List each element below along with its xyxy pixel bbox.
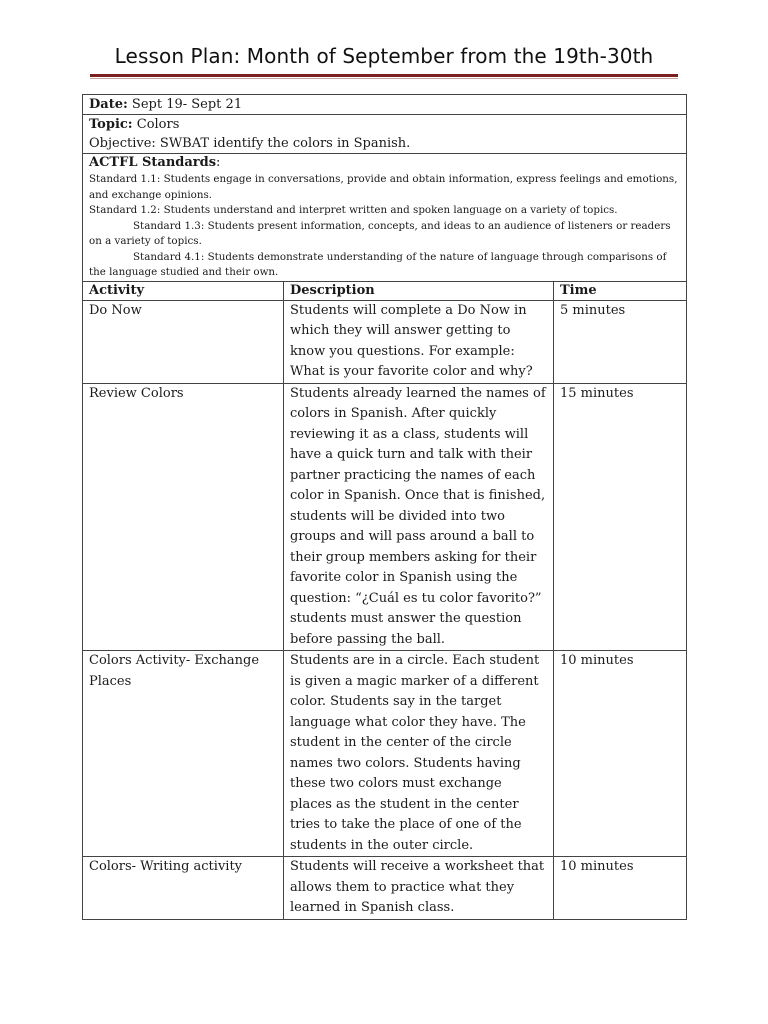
- activity-cell: Review Colors: [83, 383, 284, 651]
- table-row: [83, 857, 687, 920]
- description-cell: Students are in a circle. Each student is given a magic marker of a different color. Students say in the target language what color they have. The student in the center of the circle names two colors. Students having these two colors must exchange places as the student in the center tries to take the place of one of the students in the outer circle.: [284, 651, 554, 857]
- activity-cell: Do Now: [83, 300, 284, 383]
- activity-cell: Colors- Writing activity: [83, 857, 284, 920]
- date-row: [83, 95, 687, 115]
- description-cell: Students already learned the names of colors in Spanish. After quickly reviewing it as a class, students will have a quick turn and talk with their partner practicing the names of each color in Spanish. Once that is finished, students will be divided into two groups and will pass around a ball to their group members asking for their favorite color in Spanish using the question: “¿Cuál es tu color favorito?” students must answer the question before passing the ball.: [284, 383, 554, 651]
- standard-1-2: Standard 1.2: Students understand and interpret written and spoken language on a variety of topics.: [89, 204, 618, 216]
- description-cell: Students will receive a worksheet that allows them to practice what they learned in Spanish class.: [284, 857, 554, 920]
- standard-1-3: Standard 1.3: Students present information, concepts, and ideas to an audience of listeners or readers on a variety of topics.: [89, 219, 671, 247]
- standards-heading: ACTFL Standards: [89, 155, 217, 170]
- title-underline: [90, 74, 678, 77]
- topic-label: Topic:: [89, 117, 133, 132]
- standards-heading-colon: :: [216, 155, 221, 170]
- lesson-plan-table: [82, 94, 687, 920]
- table-row: [83, 300, 687, 383]
- topic-value: Colors: [136, 117, 180, 132]
- time-cell: 10 minutes: [554, 857, 687, 920]
- date-label: Date:: [89, 97, 128, 112]
- table-header-row: [83, 281, 687, 300]
- activity-cell: Colors Activity- Exchange Places: [83, 651, 284, 857]
- standard-1-1: Standard 1.1: Students engage in conversations, provide and obtain information, express feelings and emotions, and exchange opinions.: [89, 173, 678, 201]
- table-row: [83, 383, 687, 651]
- column-header-description: Description: [284, 281, 554, 300]
- objective-text: Objective: SWBAT identify the colors in Spanish.: [89, 136, 411, 151]
- column-header-activity: Activity: [83, 281, 284, 300]
- date-value: Sept 19- Sept 21: [131, 97, 243, 112]
- time-cell: 10 minutes: [554, 651, 687, 857]
- title-underline-shadow: [90, 78, 678, 79]
- time-cell: 5 minutes: [554, 300, 687, 383]
- column-header-time: Time: [554, 281, 687, 300]
- standards-row: [83, 154, 687, 282]
- description-cell: Students will complete a Do Now in which they will answer getting to know you questions. For example: What is your favorite color and why?: [284, 300, 554, 383]
- topic-objective-row: [83, 115, 687, 154]
- standard-4-1: Standard 4.1: Students demonstrate understanding of the nature of language through comparisons of the language studied and their own.: [89, 250, 667, 278]
- time-cell: 15 minutes: [554, 383, 687, 651]
- table-row: [83, 651, 687, 857]
- page-title: Lesson Plan: Month of September from the 19th-30th: [114, 44, 654, 68]
